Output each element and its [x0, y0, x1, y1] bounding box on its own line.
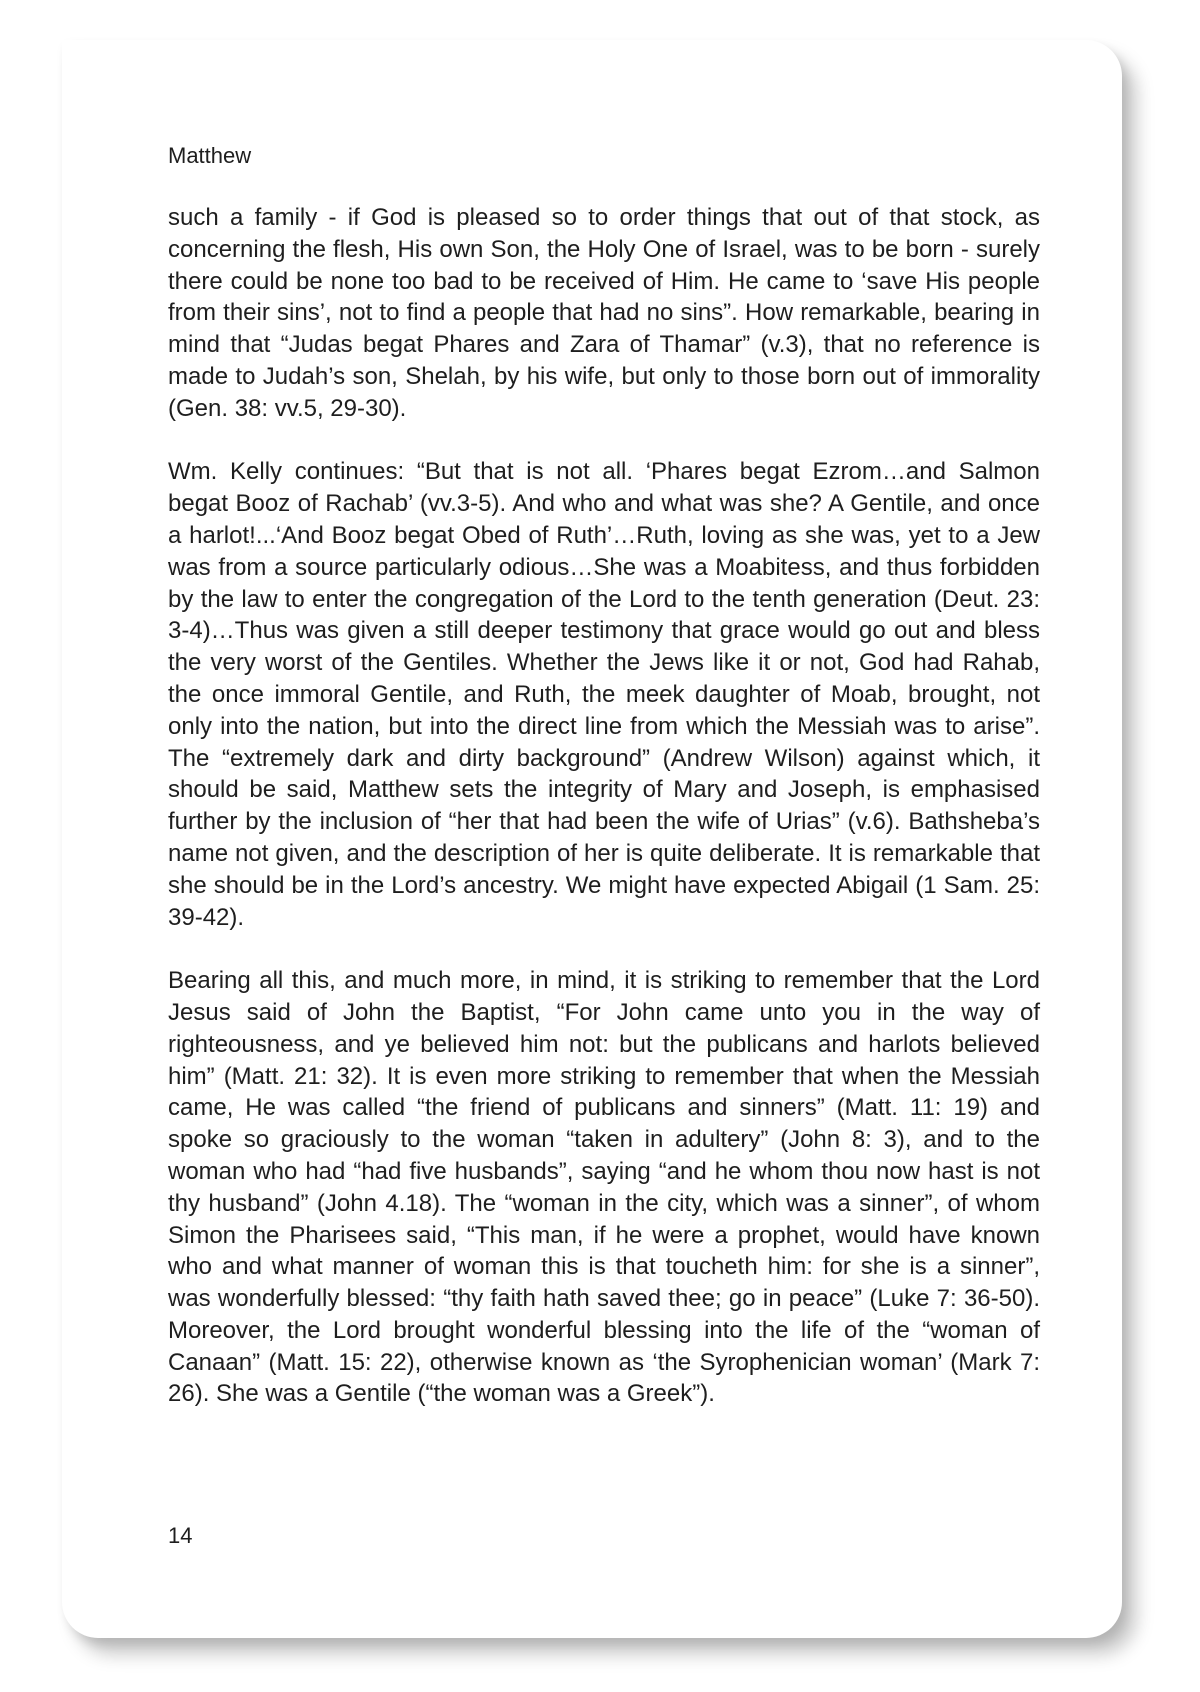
running-header: Matthew: [168, 143, 252, 168]
paragraph-3: Bearing all this, and much more, in mind, it is striking to remember that the Lord Jesus said of John the Baptist, “For John came unto you in the way of righteousness, and ye believed him not: but the publicans and harlots believed him” (Matt. 21: 32). It is even more striking to remember that when the Messiah came, He was called “the friend of publicans and sinners” (Matt. 11: 19) and spoke so graciously to the woman “taken in adultery” (John 8: 3), and to the woman who had “had five husbands”, saying “and he whom thou now hast is not thy husband” (John 4.18). The “woman in the city, which was a sinner”, of whom Simon the Pharisees said, “This man, if he were a prophet, would have known who and what manner of woman this is that toucheth him: for she is a sinner”, was wonderfully blessed: “thy faith hath saved thee; go in peace” (Luke 7: 36-50). Moreover, the Lord brought wonderful blessing into the life of the “woman of Canaan” (Matt. 15: 22), otherwise known as ‘the Syrophenician woman’ (Mark 7: 26). She was a Gentile (“the woman was a Greek”).: [168, 967, 1040, 1408]
page-number: 14: [168, 1523, 193, 1548]
paragraph-2: Wm. Kelly continues: “But that is not all. ‘Phares begat Ezrom…and Salmon begat Booz of Rachab’ (vv.3-5). And who and what was she? A Gentile, and once a harlot!...‘And Booz begat Obed of Ruth’…Ruth, loving as she was, yet to a Jew was from a source particularly odious…She was a Moabitess, and thus forbidden by the law to enter the congregation of the Lord to the tenth generation (Deut. 23: 3-4)…Thus was given a still deeper testimony that grace would go out and bless the very worst of the Gentiles. Whether the Jews like it or not, God had Rahab, the once immoral Gentile, and Ruth, the meek daughter of Moab, brought, not only into the nation, but into the direct line from which the Messiah was to arise”. The “extremely dark and dirty background” (Andrew Wilson) against which, it should be said, Matthew sets the integrity of Mary and Joseph, is emphasised further by the inclusion of “her that had been the wife of Urias” (v.6). Bathsheba’s name not given, and the description of her is quite deliberate. It is remarkable that she should be in the Lord’s ancestry. We might have expected Abigail (1 Sam. 25: 39-42).: [168, 458, 1040, 931]
body-text: [168, 202, 1040, 1410]
paragraph-1: such a family - if God is pleased so to order things that out of that stock, as concerning the flesh, His own Son, the Holy One of Israel, was to be born - surely there could be none too bad to be received of Him. He came to ‘save His people from their sins’, not to find a people that had no sins”. How remarkable, bearing in mind that “Judas begat Phares and Zara of Thamar” (v.3), that no reference is made to Judah’s son, Shelah, by his wife, but only to those born out of immorality (Gen. 38: vv.5, 29-30).: [168, 204, 1040, 422]
document-page: [62, 40, 1122, 1638]
